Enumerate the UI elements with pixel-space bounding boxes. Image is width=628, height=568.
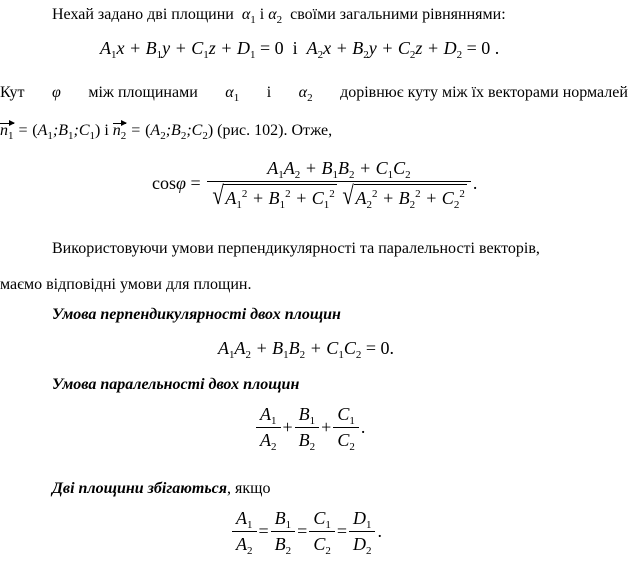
coincide-condition: $\frac{A_1}{A_2}$ = $\frac{B_1}{B_2}$ = $\frac{C_1}{C_2}$ = $\frac{D_1}{D_2}$ . (230, 508, 382, 555)
alpha2-symbol: $\alpha_2$ (268, 6, 283, 26)
plane1-equation: $A_1x + B_1y + C_1z + D_1$ (100, 38, 256, 61)
ratio-b: $\frac{B_1}{B_2}$ (271, 508, 296, 555)
ratio-a: $\frac{A_1}{A_2}$ (232, 508, 257, 555)
paragraph-conditions-line2: маємо відповідні умови для площин. (0, 276, 252, 293)
heading-perpendicular: Умова перпендикулярності двох площин (52, 306, 341, 323)
fraction-c: $\frac{C_1}{C_2}$ (333, 404, 359, 451)
intro-text: Нехай задано дві площини (52, 6, 234, 23)
cosine-denominator (207, 181, 471, 209)
plane2-equation: $A_2x + B_2y + C_2z + D_2$ (306, 38, 463, 61)
cos-phi: cosφ = (152, 173, 206, 193)
paragraph-intro (52, 6, 506, 24)
normal-vector-2-coords: = $(A_2;B_2;C_2)$ (130, 122, 214, 142)
coincide-title: Дві площини збігаються (52, 480, 227, 497)
paragraph-conditions-line1: Використовуючи умови перпендикулярності та паралельності векторів, (52, 240, 540, 257)
formula-period: . (472, 173, 478, 193)
alpha1-symbol-2: $\alpha_1$ (225, 84, 240, 104)
perp-eq-zero: = 0. (365, 338, 394, 358)
angle-tail: дорівнює куту між їх векторами нормалей (340, 84, 628, 101)
perp-expression: $A_1A_2 + B_1B_2 + C_1C_2$ (218, 338, 362, 361)
coincide-tail: , якщо (227, 480, 271, 497)
ratio-c: $\frac{C_1}{C_2}$ (309, 508, 335, 555)
sqrt-2: √ $A_2^2 + B_2^2 + C_2^2$ (342, 181, 465, 211)
angle-mid: між площинами (88, 84, 198, 101)
paragraph-angle (0, 84, 628, 102)
heading-parallel: Умова паралельності двох площин (52, 376, 300, 393)
alpha2-symbol-2: $\alpha_2$ (298, 84, 313, 104)
intro-tail: своїми загальними рівняннями: (290, 6, 506, 23)
cosine-numerator: $A_1A_2 + B_1B_2 + C_1C_2$ (267, 158, 411, 181)
perpendicular-condition (218, 338, 394, 359)
fraction-b: $\frac{B_1}{B_2}$ (295, 404, 320, 451)
vectors-conjunction: і (104, 122, 109, 139)
plane2-eq-zero: = 0 . (466, 38, 500, 58)
angle-conjunction: і (266, 84, 272, 101)
normal-vector-1: $n_1$ (0, 122, 14, 142)
alpha1-symbol: $\alpha_1$ (237, 6, 256, 26)
plane1-eq-zero: = 0 (259, 38, 284, 58)
figure-reference: (рис. 102). Отже, (217, 122, 333, 139)
equations-conjunction: і (292, 38, 298, 58)
normal-vector-1-coords: = $(A_1;B_1;C_1)$ (17, 122, 101, 142)
intro-conjunction: і (259, 6, 265, 23)
parallel-condition: $\frac{A_1}{A_2}$ + $\frac{B_1}{B_2}$ + $\frac{C_1}{C_2}$ . (254, 404, 365, 451)
heading-coincide (52, 480, 270, 498)
cosine-fraction (207, 158, 471, 209)
sqrt-1: √ $A_1^2 + B_1^2 + C_1^2$ (212, 181, 335, 211)
ratio-d: $\frac{D_1}{D_2}$ (349, 508, 376, 555)
phi-symbol: φ (51, 84, 61, 101)
fraction-a: $\frac{A_1}{A_2}$ (256, 404, 281, 451)
normal-vectors (0, 122, 332, 140)
general-equations (100, 38, 499, 59)
cosine-formula (152, 158, 477, 209)
normal-vector-2: $n_2$ (112, 122, 127, 142)
angle-lead: Кут (0, 84, 25, 101)
